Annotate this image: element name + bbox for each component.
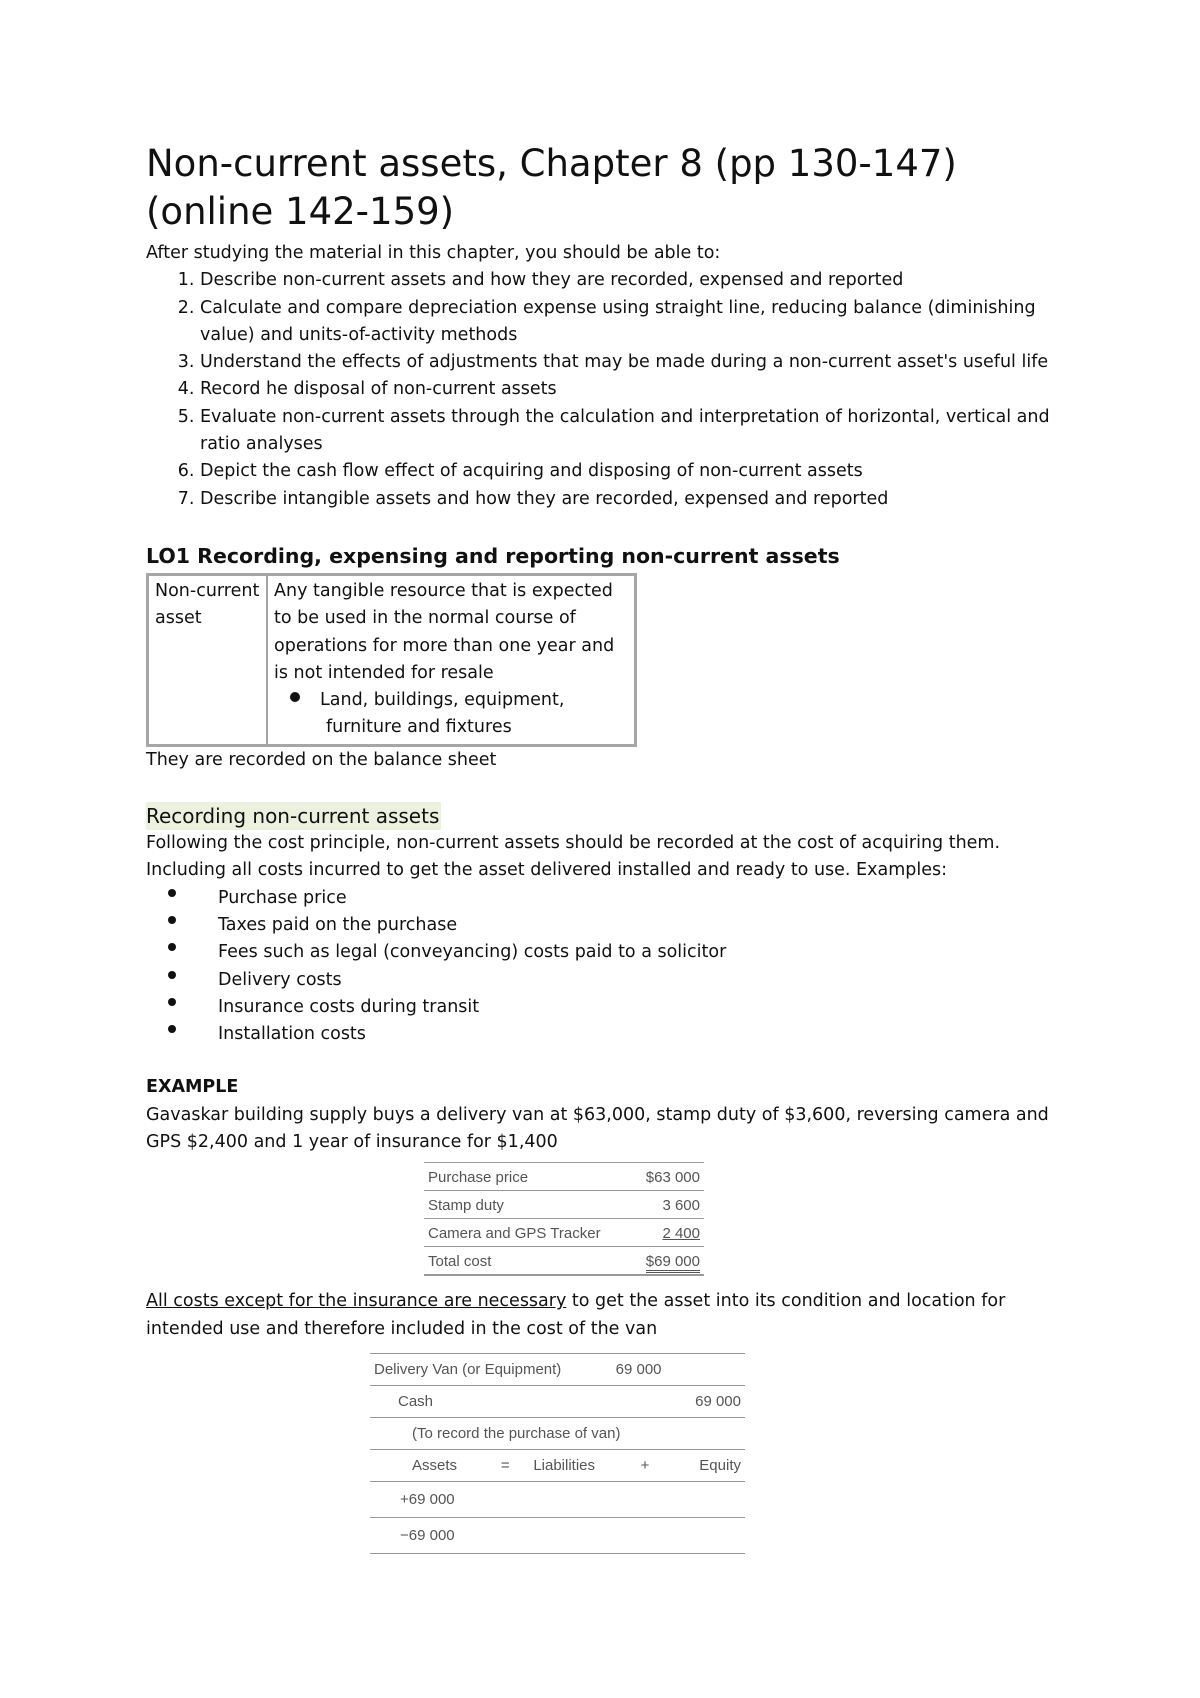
cost-amount: 3 600	[632, 1191, 704, 1219]
table-row	[370, 1417, 745, 1449]
bullet-icon	[290, 692, 300, 702]
table-row	[370, 1353, 745, 1385]
credit-account: Cash	[370, 1385, 612, 1417]
cost-amount	[632, 1219, 704, 1247]
bullet-icon	[168, 943, 176, 951]
cost-amount: $63 000	[632, 1163, 704, 1191]
equation-plus: +	[612, 1449, 679, 1481]
cost-note	[146, 1288, 1066, 1343]
recording-heading: Recording non-current assets	[146, 804, 440, 829]
objective-item: 2. Calculate and compare depreciation expense using straight line, reducing balance (diminishing value) and units-of-activity methods	[200, 295, 1066, 350]
list-item-text: Taxes paid on the purchase	[218, 914, 458, 935]
cost-examples-list	[146, 885, 1066, 1049]
objective-item: 3. Understand the effects of adjustments that may be made during a non-current asset's useful life	[200, 349, 1066, 376]
lo1-heading: LO1 Recording, expensing and reporting non-current assets	[146, 543, 840, 568]
cost-note-rest: to get the asset into its condition and location for intended use and therefore included in the cost of the van	[146, 1291, 1006, 1339]
list-item	[146, 885, 1066, 912]
bullet-icon	[168, 1025, 176, 1033]
cost-label: Camera and GPS Tracker	[424, 1219, 632, 1247]
journal-narration: (To record the purchase of van)	[370, 1417, 745, 1449]
learning-objectives-list	[146, 267, 1066, 513]
recording-para-2: Including all costs incurred to get the asset delivered installed and ready to use. Examples:	[146, 860, 947, 881]
balance-sheet-note: They are recorded on the balance sheet	[146, 749, 497, 770]
objective-item: 4. Record he disposal of non-current assets	[200, 376, 1066, 403]
table-row	[370, 1517, 745, 1553]
cost-label: Stamp duty	[424, 1191, 632, 1219]
intro-text: After studying the material in this chapter, you should be able to:	[146, 243, 721, 263]
example-text: Gavaskar building supply buys a delivery van at $63,000, stamp duty of $3,600, reversing camera and GPS $2,400 and 1 year of insurance for $1,400	[146, 1104, 1049, 1153]
document-page	[146, 140, 1066, 1554]
equation-liabilities: Liabilities	[517, 1449, 612, 1481]
objective-item: 7. Describe intangible assets and how they are recorded, expensed and reported	[200, 486, 1066, 513]
cost-amount	[632, 1247, 704, 1276]
table-row	[424, 1191, 704, 1219]
list-item	[146, 939, 1066, 966]
cost-note-underlined: All costs except for the insurance are necessary	[146, 1291, 567, 1312]
definition-cell	[267, 574, 636, 745]
table-row	[424, 1247, 704, 1276]
effect-increase: +69 000	[370, 1481, 745, 1517]
table-row	[370, 1449, 745, 1481]
definition-table	[146, 573, 637, 747]
list-item-text: Delivery costs	[218, 969, 342, 990]
equation-equity: Equity	[678, 1449, 745, 1481]
list-item	[146, 912, 1066, 939]
objective-item: 6. Depict the cash flow effect of acquiring and disposing of non-current assets	[200, 458, 1066, 485]
list-item-text: Installation costs	[218, 1024, 366, 1045]
definition-term: Non-current asset	[148, 574, 268, 745]
bullet-icon	[168, 889, 176, 897]
cost-amount-value: 2 400	[662, 1224, 700, 1242]
cost-label: Purchase price	[424, 1163, 632, 1191]
equation-equals: =	[494, 1449, 517, 1481]
debit-account: Delivery Van (or Equipment)	[370, 1353, 612, 1385]
list-item-text: Fees such as legal (conveyancing) costs paid to a solicitor	[218, 942, 727, 963]
cost-table	[424, 1162, 704, 1276]
table-row	[424, 1163, 704, 1191]
objective-item: 1. Describe non-current assets and how they are recorded, expensed and reported	[200, 267, 1066, 294]
bullet-icon	[168, 916, 176, 924]
credit-amount: 69 000	[678, 1385, 745, 1417]
table-row	[424, 1219, 704, 1247]
cost-label: Total cost	[424, 1247, 632, 1276]
page-title: Non-current assets, Chapter 8 (pp 130-147) (online 142-159)	[146, 142, 957, 233]
list-item	[146, 994, 1066, 1021]
definition-example-line1: Land, buildings, equipment,	[320, 690, 565, 711]
list-item-text: Purchase price	[218, 887, 347, 908]
table-row	[370, 1481, 745, 1517]
definition-example-bullet	[274, 687, 628, 714]
effect-decrease: −69 000	[370, 1517, 745, 1553]
total-cost-value: $69 000	[646, 1253, 700, 1273]
objective-item: 5. Evaluate non-current assets through the calculation and interpretation of horizontal, vertical and ratio analyses	[200, 404, 1066, 459]
list-item	[146, 1021, 1066, 1048]
example-label: EXAMPLE	[146, 1077, 239, 1098]
journal-entry-table	[370, 1353, 745, 1554]
debit-amount: 69 000	[612, 1353, 679, 1385]
equation-assets: Assets	[370, 1449, 494, 1481]
bullet-icon	[168, 971, 176, 979]
definition-text: Any tangible resource that is expected to be used in the normal course of operations for more than one year and is not intended for resale	[274, 580, 615, 683]
table-row	[370, 1385, 745, 1417]
list-item-text: Insurance costs during transit	[218, 996, 480, 1017]
recording-para-1: Following the cost principle, non-current assets should be recorded at the cost of acquiring them.	[146, 833, 1001, 854]
definition-example-line2: furniture and fixtures	[326, 717, 512, 738]
list-item	[146, 967, 1066, 994]
bullet-icon	[168, 998, 176, 1006]
